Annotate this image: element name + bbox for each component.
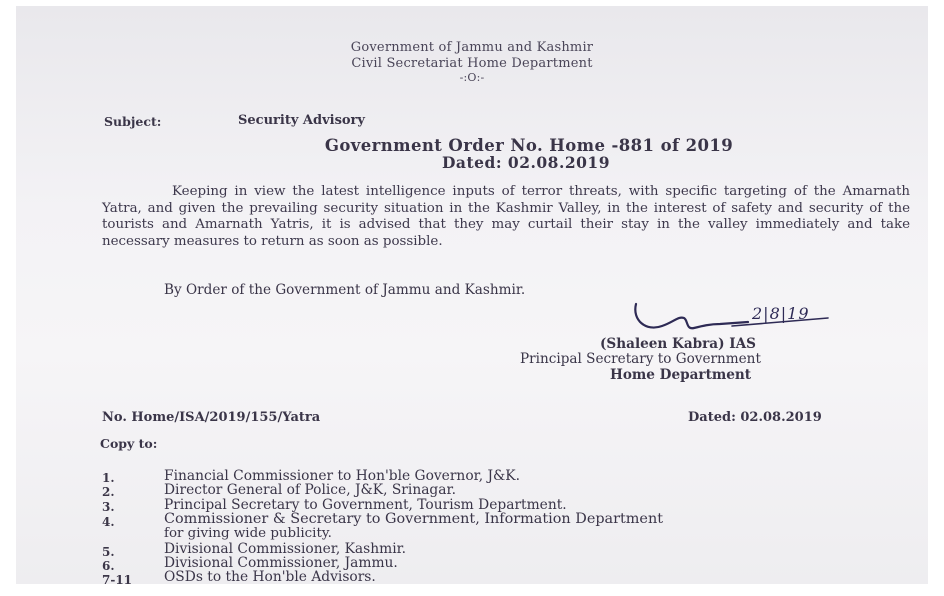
- copy-item-text: Financial Commissioner to Hon'ble Governor, J&K.: [164, 468, 520, 484]
- copy-item-number: 7-11: [102, 573, 133, 584]
- signatory-name: (Shaleen Kabra) IAS: [600, 336, 757, 352]
- signatory-title: Principal Secretary to Government: [520, 351, 761, 367]
- document-page: [16, 6, 928, 584]
- copy-item-text: Divisional Commissioner, Kashmir.: [164, 541, 407, 557]
- advisory-paragraph: [102, 184, 910, 250]
- copy-item-number: 1.: [102, 471, 115, 485]
- reference-date: Dated: 02.08.2019: [688, 410, 822, 425]
- copy-item-text: Principal Secretary to Government, Tourism Department.: [164, 497, 567, 513]
- advisory-paragraph-text: Keeping in view the latest intelligence inputs of terror threats, with specific targeting of the Amarnath Yatra, and given the prevailing security situation in the Kashmir Valley, in the interest of safety and security of the tourists and Amarnath Yatris, it is advised that they may curtail their stay in the valley immediately and take necessary measures to return as soon as possible.: [102, 184, 910, 249]
- copy-item-text: Commissioner & Secretary to Government, Information Department: [164, 511, 663, 527]
- subject-value: Security Advisory: [238, 113, 365, 128]
- copy-item-text: OSDs to the Hon'ble Advisors.: [164, 569, 376, 584]
- order-title: Government Order No. Home -881 of 2019: [324, 136, 734, 155]
- copy-item-text: Director General of Police, J&K, Srinagar.: [164, 482, 456, 498]
- subject-label: Subject:: [104, 114, 162, 129]
- header-separator: -:O:-: [459, 71, 485, 84]
- reference-number: No. Home/ISA/2019/155/Yatra: [102, 410, 321, 425]
- by-order-line: By Order of the Government of Jammu and Kashmir.: [164, 282, 526, 298]
- copy-item-number: 2.: [102, 485, 115, 499]
- copy-item-text: Divisional Commissioner, Jammu.: [164, 555, 398, 571]
- copy-item-text-continued: for giving wide publicity.: [164, 526, 332, 541]
- copy-to-label: Copy to:: [100, 436, 158, 451]
- header-government: Government of Jammu and Kashmir: [350, 40, 594, 55]
- copy-item-number: 4.: [102, 515, 115, 529]
- copy-item-number: 5.: [102, 545, 115, 559]
- copy-item-number: 6.: [102, 559, 115, 573]
- header-department: Civil Secretariat Home Department: [351, 56, 593, 71]
- signature-date: 2|8|19: [752, 304, 810, 323]
- order-date: Dated: 02.08.2019: [441, 153, 611, 172]
- copy-item-number: 3.: [102, 500, 115, 514]
- signatory-department: Home Department: [610, 367, 752, 383]
